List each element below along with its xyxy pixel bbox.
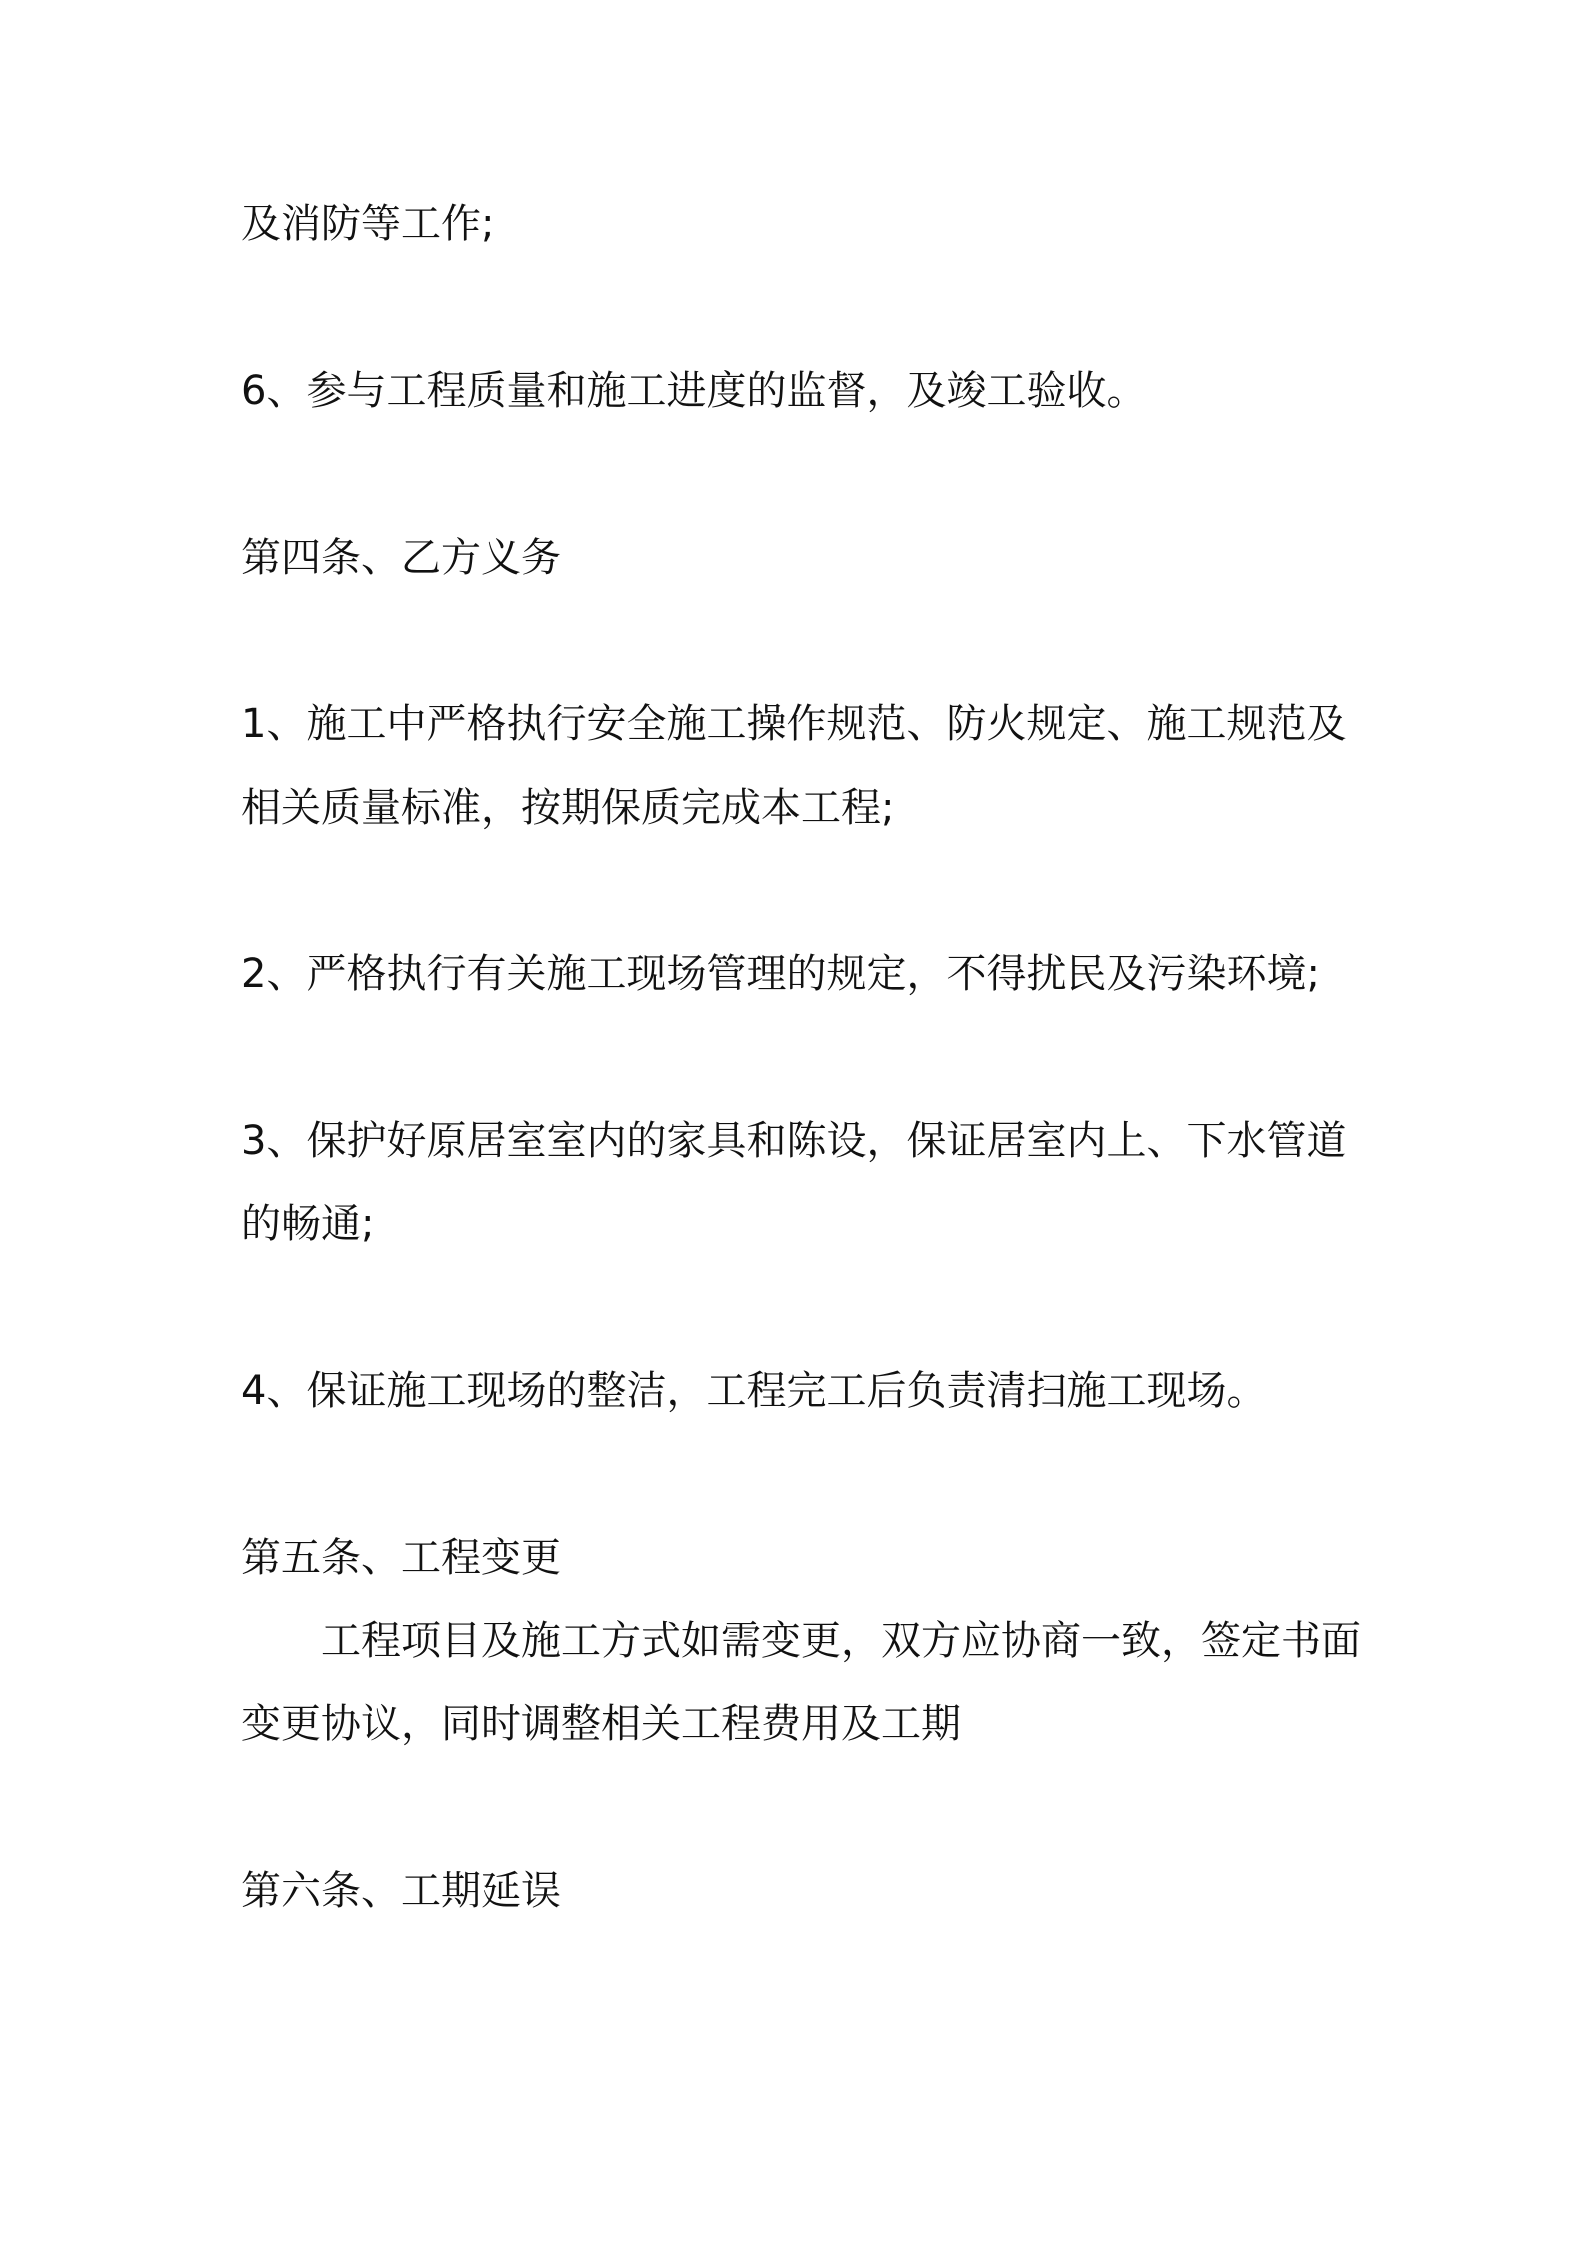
section-heading-6: 第六条、工期延误 (241, 1868, 561, 1914)
paragraph-item-3-line-2: 的畅通; (241, 1201, 375, 1247)
paragraph-item-6: 6、参与工程质量和施工进度的监督，及竣工验收。 (241, 368, 1147, 414)
paragraph-item-3-line-1: 3、保护好原居室室内的家具和陈设，保证居室内上、下水管道 (241, 1118, 1347, 1164)
paragraph-change-line-2: 变更协议，同时调整相关工程费用及工期 (241, 1701, 961, 1747)
section-heading-5: 第五条、工程变更 (241, 1535, 561, 1581)
paragraph-item-1-line-1: 1、施工中严格执行安全施工操作规范、防火规定、施工规范及 (241, 701, 1347, 747)
paragraph-fire-safety: 及消防等工作; (241, 201, 495, 247)
section-heading-4: 第四条、乙方义务 (241, 535, 561, 581)
paragraph-item-1-line-2: 相关质量标准，按期保质完成本工程; (241, 785, 895, 831)
paragraph-item-2: 2、严格执行有关施工现场管理的规定，不得扰民及污染环境; (241, 951, 1320, 997)
paragraph-item-4: 4、保证施工现场的整洁，工程完工后负责清扫施工现场。 (241, 1368, 1267, 1414)
paragraph-change-line-1: 工程项目及施工方式如需变更，双方应协商一致，签定书面 (321, 1618, 1361, 1664)
